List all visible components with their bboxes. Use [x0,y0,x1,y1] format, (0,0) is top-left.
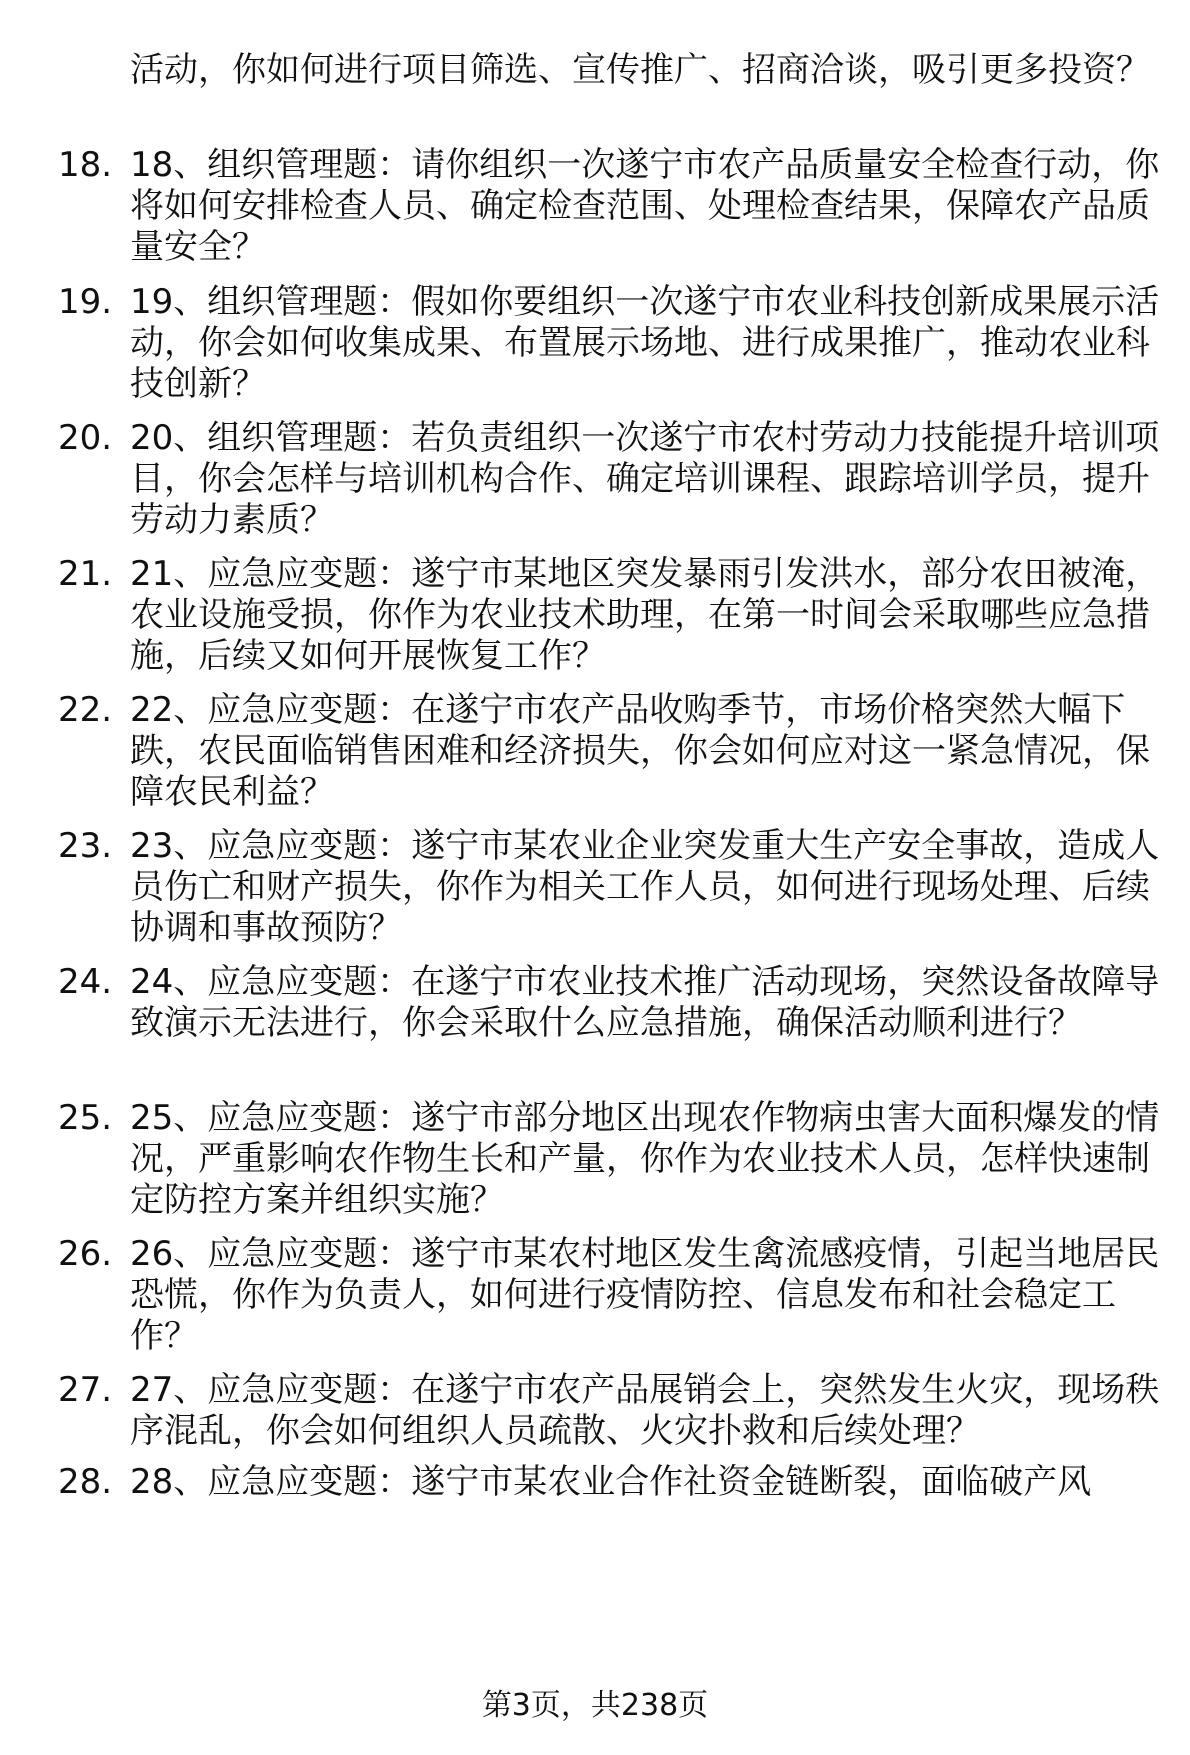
list-item [58,145,1160,268]
question-number: 27. [58,1370,113,1410]
question-number: 28. [58,1462,113,1502]
question-number: 25. [58,1098,113,1138]
list-item [58,826,1160,949]
list-item [58,282,1160,405]
question-number: 26. [58,1234,113,1274]
question-text: 21、应急应变题：遂宁市某地区突发暴雨引发洪水，部分农田被淹，农业设施受损，你作为农业技术助理，在第一时间会采取哪些应急措施，后续又如何开展恢复工作？ [130,554,1160,676]
question-number: 21. [58,554,113,594]
question-number: 22. [58,690,113,730]
question-text: 22、应急应变题：在遂宁市农产品收购季节，市场价格突然大幅下跌，农民面临销售困难和经济损失，你会如何应对这一紧急情况，保障农民利益？ [130,690,1150,812]
question-number: 18. [58,145,113,185]
list-item [58,962,1160,1044]
continued-question-text: 活动，你如何进行项目筛选、宣传推广、招商洽谈，吸引更多投资？ [130,50,1150,90]
list-item [58,1462,1160,1503]
question-number: 23. [58,826,113,866]
list-item [58,1098,1160,1221]
question-text: 24、应急应变题：在遂宁市农业技术推广活动现场，突然设备故障导致演示无法进行，你会采取什么应急措施，确保活动顺利进行？ [130,962,1160,1043]
list-item [58,554,1160,677]
list-item [58,418,1160,541]
question-number: 20. [58,418,113,458]
question-text: 23、应急应变题：遂宁市某农业企业突发重大生产安全事故，造成人员伤亡和财产损失，你作为相关工作人员，如何进行现场处理、后续协调和事故预防？ [130,826,1160,948]
question-text: 18、组织管理题：请你组织一次遂宁市农产品质量安全检查行动，你将如何安排检查人员、确定检查范围、处理检查结果，保障农产品质量安全？ [130,145,1160,267]
question-number: 19. [58,282,113,322]
question-text: 25、应急应变题：遂宁市部分地区出现农作物病虫害大面积爆发的情况，严重影响农作物生长和产量，你作为农业技术人员，怎样快速制定防控方案并组织实施？ [130,1098,1160,1220]
question-text: 26、应急应变题：遂宁市某农村地区发生禽流感疫情，引起当地居民恐慌，你作为负责人，如何进行疫情防控、信息发布和社会稳定工作？ [130,1234,1160,1356]
list-item [58,1234,1160,1357]
question-number: 24. [58,962,113,1002]
question-text: 28、应急应变题：遂宁市某农业合作社资金链断裂，面临破产风 [130,1462,1092,1502]
list-item [58,1370,1160,1452]
question-text: 19、组织管理题：假如你要组织一次遂宁市农业科技创新成果展示活动，你会如何收集成果、布置展示场地、进行成果推广，推动农业科技创新？ [130,282,1160,404]
question-text: 27、应急应变题：在遂宁市农产品展销会上，突然发生火灾，现场秩序混乱，你会如何组织人员疏散、火灾扑救和后续处理？ [130,1370,1160,1451]
list-item [58,690,1160,813]
page-footer: 第3页，共238页 [481,1688,709,1723]
question-text: 20、组织管理题：若负责组织一次遂宁市农村劳动力技能提升培训项目，你会怎样与培训机构合作、确定培训课程、跟踪培训学员，提升劳动力素质？ [130,418,1160,540]
